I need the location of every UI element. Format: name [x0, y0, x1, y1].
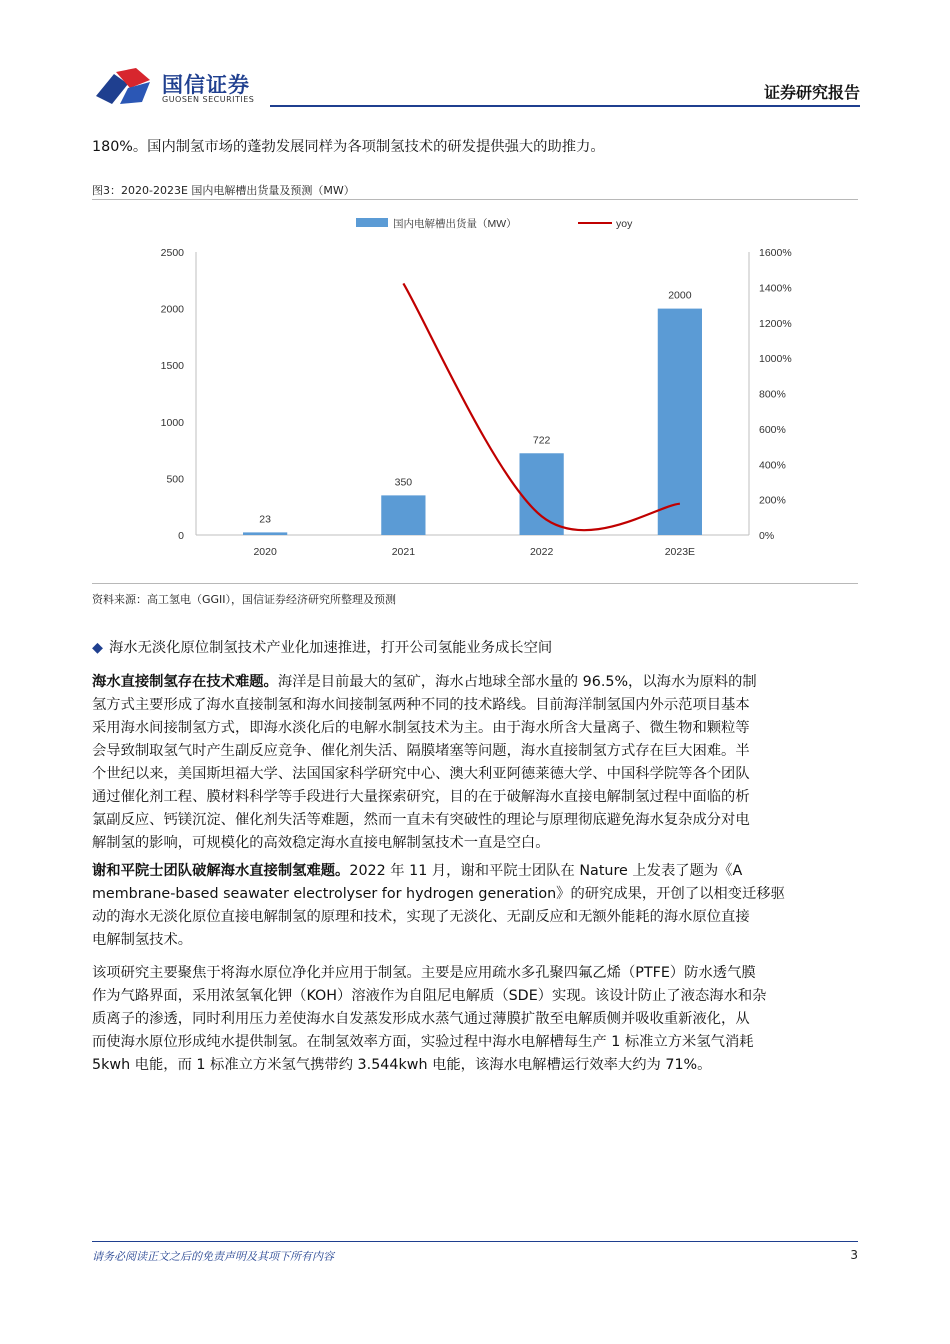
right-tick-label: 200%: [759, 494, 786, 507]
right-tick-label: 400%: [759, 459, 786, 472]
header-rule: [270, 105, 860, 107]
shipment-chart: [92, 200, 858, 580]
intro-paragraph: 180%。国内制氢市场的蓬勃发展同样为各项制氢技术的研发提供强大的助推力。: [92, 139, 605, 155]
paragraph-line: 作为气路界面，采用浓氢氧化钾（KOH）溶液作为自阻尼电解质（SDE）实现。该设计防止了液态海水和杂: [92, 988, 767, 1004]
brand-name-en: GUOSEN SECURITIES: [162, 95, 255, 104]
x-tick-label: 2022: [529, 546, 554, 558]
paragraph-line: 动的海水无淡化原位直接电解制氢的原理和技术，实现了无淡化、无副反应和无额外能耗的海水原位直接: [92, 909, 750, 925]
paragraph-line: 而使海水原位形成纯水提供制氢。在制氢效率方面，实验过程中海水电解槽每生产 1 标准立方米氢气消耗: [92, 1034, 754, 1050]
paragraph-line: 电解制氢技术。: [92, 932, 193, 948]
left-tick-label: 500: [166, 473, 184, 486]
brand-name-cn: 国信证券: [162, 73, 250, 97]
paragraph-lead: 谢和平院士团队破解海水直接制氢难题。: [92, 863, 350, 879]
paragraph-line: 解制氢的影响，可规模化的高效稳定海水直接电解制氢技术一直是空白。: [92, 835, 550, 851]
paragraph-line: 海水直接制氢存在技术难题。海洋是目前最大的氢矿，海水占地球全部水量的 96.5%，以海水为原料的制: [92, 674, 757, 690]
paragraph-line: 5kwh 电能，而 1 标准立方米氢气携带约 3.544kwh 电能，该海水电解槽运行效率大约为 71%。: [92, 1057, 712, 1073]
figure-title: 图3：2020-2023E 国内电解槽出货量及预测（MW）: [92, 184, 355, 197]
paragraph-line: 采用海水间接制氢方式，即海水淡化后的电解水制氢技术为主。由于海水所含大量离子、微生物和颗粒等: [92, 720, 750, 736]
left-tick-label: 2500: [160, 247, 184, 259]
x-tick-label: 2021: [391, 546, 416, 558]
paragraph-line: 谢和平院士团队破解海水直接制氢难题。2022 年 11 月，谢和平院士团队在 Nature 上发表了题为《A: [92, 863, 743, 879]
right-tick-label: 1600%: [759, 247, 792, 259]
right-tick-label: 1000%: [759, 353, 792, 366]
paragraph-line: 氢方式主要形成了海水直接制氢和海水间接制氢两种不同的技术路线。目前海洋制氢国内外示范项目基本: [92, 697, 750, 713]
page-number: 3: [850, 1248, 858, 1262]
right-tick-label: 600%: [759, 423, 786, 436]
right-tick-label: 1200%: [759, 317, 792, 330]
bar-data-label: 2000: [668, 289, 692, 302]
figure-bottom-rule: [92, 583, 858, 584]
x-tick-label: 2023E: [664, 546, 696, 558]
section-heading-text: 海水无淡化原位制氢技术产业化加速推进，打开公司氢能业务成长空间: [109, 640, 553, 656]
right-tick-label: 1400%: [759, 282, 792, 295]
right-tick-label: 800%: [759, 388, 786, 401]
section-heading: [92, 637, 552, 657]
legend-line-label: yoy: [616, 218, 633, 230]
bar-2022: [520, 453, 564, 535]
right-tick-label: 0%: [759, 530, 775, 542]
left-tick-label: 0: [178, 530, 184, 542]
figure-source: 资料来源：高工氢电（GGII），国信证券经济研究所整理及预测: [92, 593, 397, 606]
paragraph-line: 氯副反应、钙镁沉淀、催化剂失活等难题，然而一直未有突破性的理论与原理彻底避免海水复杂成分对电: [92, 812, 750, 828]
paragraph-3: [92, 962, 860, 1077]
report-type: 证券研究报告: [763, 83, 860, 102]
paragraph-line: 个世纪以来，美国斯坦福大学、法国国家科学研究中心、澳大利亚阿德莱德大学、中国科学院等各个团队: [92, 766, 750, 782]
footer-disclaimer-link[interactable]: 请务必阅读正文之后的免责声明及其项下所有内容: [92, 1250, 334, 1263]
diamond-bullet-icon: ◆: [92, 640, 103, 656]
bar-2023E: [658, 309, 702, 535]
paragraph-line: 通过催化剂工程、膜材料科学等手段进行大量探索研究，目的在于破解海水直接电解制氢过程中面临的析: [92, 789, 750, 805]
paragraph-2: [92, 860, 860, 952]
paragraph-1: [92, 671, 860, 855]
paragraph-line: 质离子的渗透，同时利用压力差使海水自发蒸发形成水蒸气通过薄膜扩散至电解质侧并吸收重新液化，从: [92, 1011, 750, 1027]
left-tick-label: 1000: [160, 416, 184, 429]
guosen-logo-icon: [92, 66, 154, 106]
paragraph-line: 会导致制取氢气时产生副反应竞争、催化剂失活、隔膜堵塞等问题，海水直接制氢方式存在巨大困难。半: [92, 743, 750, 759]
left-tick-label: 2000: [160, 303, 184, 316]
paragraph-line: membrane-based seawater electrolyser for hydrogen generation》的研究成果，开创了以相变迁移驱: [92, 886, 785, 902]
page-header: [92, 60, 860, 110]
bar-2020: [243, 532, 287, 535]
left-tick-label: 1500: [160, 360, 184, 373]
bar-data-label: 23: [259, 513, 271, 526]
bar-data-label: 722: [532, 434, 551, 447]
paragraph-lead: 海水直接制氢存在技术难题。: [92, 674, 278, 690]
x-tick-label: 2020: [253, 546, 277, 558]
paragraph-line: 该项研究主要聚焦于将海水原位净化并应用于制氢。主要是应用疏水多孔聚四氟乙烯（PTFE）防水透气膜: [92, 965, 756, 981]
bar-data-label: 350: [394, 476, 413, 489]
legend-bar-label: 国内电解槽出货量（MW）: [393, 218, 517, 230]
footer-rule: [92, 1241, 858, 1242]
bar-2021: [381, 495, 425, 535]
legend-bar-swatch: [356, 218, 388, 227]
